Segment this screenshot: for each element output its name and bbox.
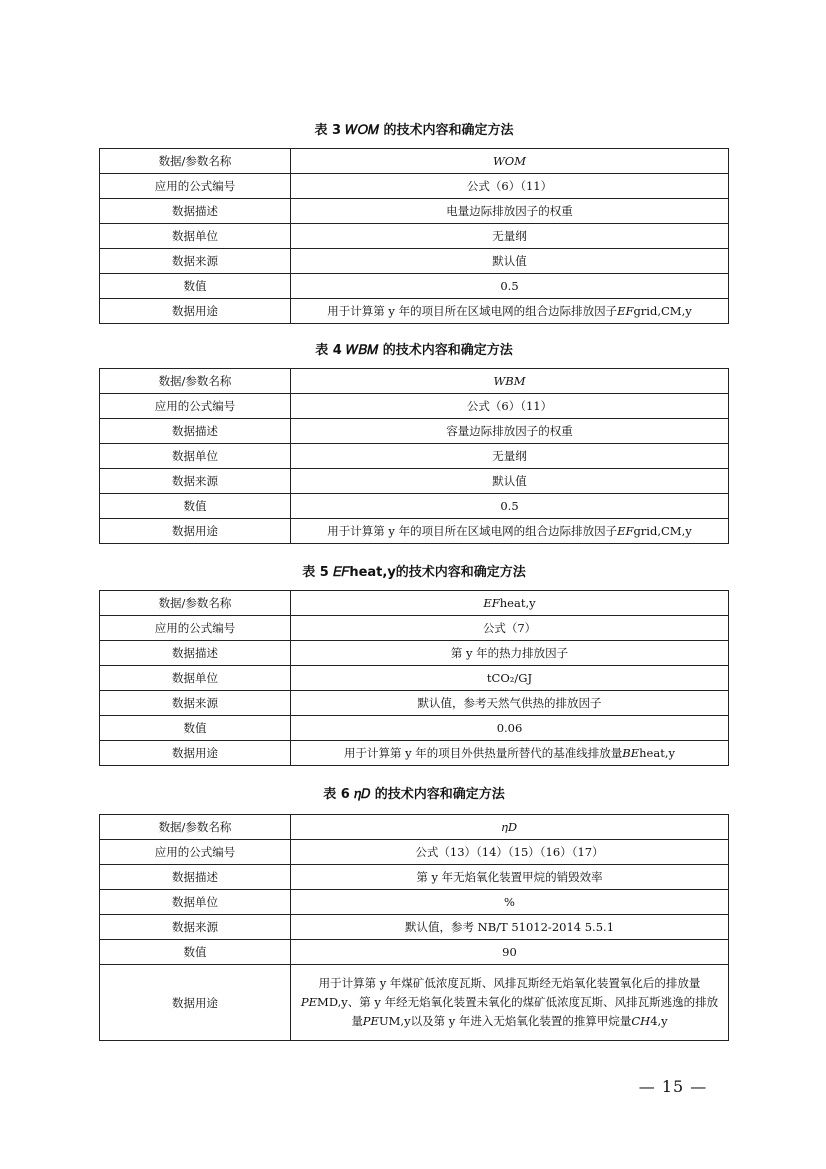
row-label: 数据/参数名称 [100,815,291,840]
row-label: 数值 [100,940,291,965]
table-row [100,369,729,394]
row-value: 默认值 [291,249,729,274]
row-label: 应用的公式编号 [100,394,291,419]
row-value: tCO₂/GJ [291,666,729,691]
row-label: 数值 [100,274,291,299]
table-row [100,199,729,224]
row-value: 默认值 [291,469,729,494]
row-label: 数据来源 [100,691,291,716]
table-row [100,494,729,519]
row-label: 应用的公式编号 [100,840,291,865]
row-label: 数据描述 [100,865,291,890]
row-label: 数据/参数名称 [100,149,291,174]
row-value: 𝑊𝑂𝑀 [291,149,729,174]
row-label: 数值 [100,494,291,519]
row-label: 数据描述 [100,641,291,666]
row-label: 数据用途 [100,299,291,324]
parameter-table [99,814,729,1041]
table-row [100,224,729,249]
row-value: 默认值，参考天然气供热的排放因子 [291,691,729,716]
row-label: 数据单位 [100,890,291,915]
row-label: 数据描述 [100,199,291,224]
row-label: 应用的公式编号 [100,616,291,641]
row-value: 用于计算第 y 年煤矿低浓度瓦斯、风排瓦斯经无焰氧化装置氧化后的排放量𝑃𝐸MD,y、第 y 年经无焰氧化装置未氧化的煤矿低浓度瓦斯、风排瓦斯逃逸的排放量𝑃𝐸UM,y以及第 y 年进入无焰氧化装置的推算甲烷量𝐶𝐻4,y [291,965,729,1041]
table-row [100,940,729,965]
row-value: 电量边际排放因子的权重 [291,199,729,224]
row-label: 数据用途 [100,741,291,766]
page-number: — 15 — [638,1077,708,1096]
table-row [100,716,729,741]
table-caption: 表 6 𝜂𝐷 的技术内容和确定方法 [323,787,505,802]
row-value: 容量边际排放因子的权重 [291,419,729,444]
row-value: 用于计算第 y 年的项目所在区域电网的组合边际排放因子𝐸𝐹grid,CM,y [291,299,729,324]
table-row [100,840,729,865]
row-value: 0.5 [291,494,729,519]
row-value: 默认值，参考 NB/T 51012-2014 5.5.1 [291,915,729,940]
table-row [100,641,729,666]
row-value: 90 [291,940,729,965]
row-value: 公式（6）（11） [291,394,729,419]
row-value: 公式（7） [291,616,729,641]
row-label: 数据单位 [100,224,291,249]
table-row [100,890,729,915]
row-label: 数据来源 [100,915,291,940]
table-row [100,865,729,890]
row-value: 无量纲 [291,444,729,469]
row-value: 0.06 [291,716,729,741]
row-label: 数据用途 [100,965,291,1041]
table-row [100,519,729,544]
table-row [100,965,729,1041]
row-value: 无量纲 [291,224,729,249]
table-row [100,591,729,616]
table-row [100,174,729,199]
table-row [100,299,729,324]
row-value: 用于计算第 y 年的项目所在区域电网的组合边际排放因子𝐸𝐹grid,CM,y [291,519,729,544]
row-label: 数据单位 [100,444,291,469]
row-value: 𝜂𝐷 [291,815,729,840]
row-label: 数据/参数名称 [100,591,291,616]
row-label: 数据单位 [100,666,291,691]
table-row [100,666,729,691]
table-row [100,249,729,274]
table-caption: 表 3 𝑊𝑂𝑀 的技术内容和确定方法 [314,123,514,138]
table-row [100,616,729,641]
row-label: 数据来源 [100,469,291,494]
row-label: 数据描述 [100,419,291,444]
table-row [100,274,729,299]
row-label: 应用的公式编号 [100,174,291,199]
parameter-table [99,368,729,544]
row-value: 第 y 年无焰氧化装置甲烷的销毁效率 [291,865,729,890]
table-row [100,444,729,469]
table-row [100,149,729,174]
table-row [100,815,729,840]
row-label: 数据/参数名称 [100,369,291,394]
row-value: 公式（13）（14）（15）（16）（17） [291,840,729,865]
row-label: 数据用途 [100,519,291,544]
row-value: 𝑊𝐵𝑀 [291,369,729,394]
row-value: 公式（6）（11） [291,174,729,199]
table-row [100,915,729,940]
table-caption: 表 5 𝐸𝐹heat,y的技术内容和确定方法 [302,565,526,580]
table-row [100,469,729,494]
table-row [100,419,729,444]
parameter-table [99,148,729,324]
table-caption: 表 4 𝑊𝐵𝑀 的技术内容和确定方法 [315,343,513,358]
row-value: 𝐸𝐹heat,y [291,591,729,616]
row-label: 数值 [100,716,291,741]
row-value: 第 y 年的热力排放因子 [291,641,729,666]
row-value: 用于计算第 y 年的项目外供热量所替代的基准线排放量𝐵𝐸heat,y [291,741,729,766]
row-value: % [291,890,729,915]
table-row [100,394,729,419]
table-row [100,741,729,766]
row-label: 数据来源 [100,249,291,274]
table-row [100,691,729,716]
row-value: 0.5 [291,274,729,299]
parameter-table [99,590,729,766]
